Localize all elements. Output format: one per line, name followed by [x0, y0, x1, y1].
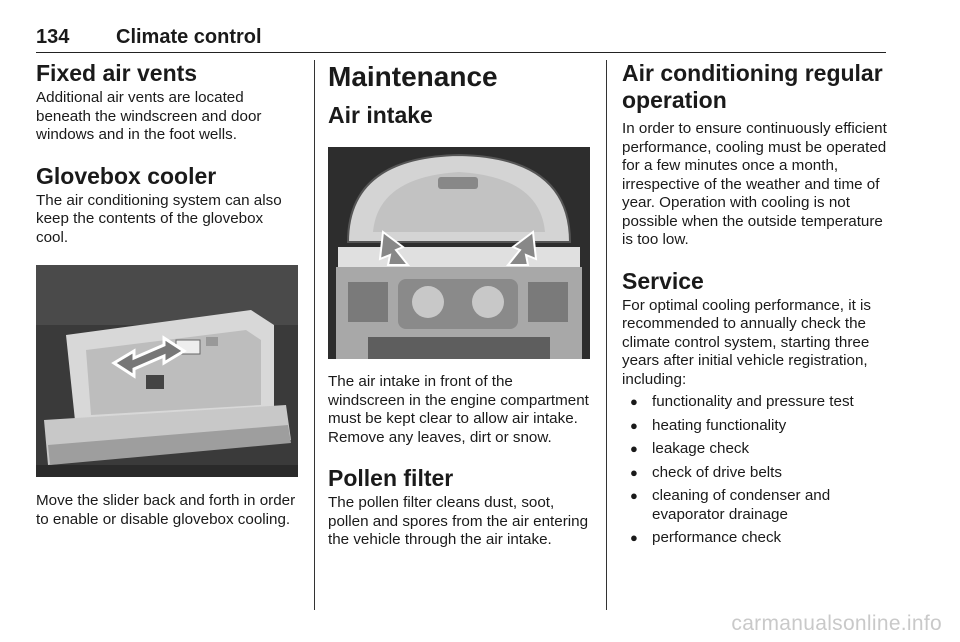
list-item: ● heating functionality [622, 417, 890, 436]
list-item: ● check of drive belts [622, 464, 890, 483]
section-heading-ac-regular-operation: Air conditioning regular operation [622, 60, 883, 113]
section-heading-glovebox-cooler: Glovebox cooler [36, 162, 217, 189]
watermark: carmanualsonline.info [731, 612, 942, 635]
list-item: ● functionality and pressure test [622, 393, 890, 412]
section-heading-air-intake: Air intake [328, 102, 433, 128]
section-heading-service: Service [622, 267, 704, 294]
service-checklist [622, 393, 890, 548]
column-left [36, 60, 298, 529]
engine-bay-air-intake-illustration [328, 147, 590, 359]
glovebox-slider-illustration [36, 265, 298, 477]
paragraph-service: For optimal cooling performance, it is recommended to annually check the climate control system, starting three years after initial vehicle registration, including: [622, 296, 872, 388]
paragraph-air-intake: The air intake in front of the windscreen in the engine compartment must be kept clear to allow air intake. Remove any leaves, dirt or snow. [328, 373, 589, 446]
column-right [622, 60, 890, 553]
list-item: ● performance check [622, 529, 890, 548]
chapter-title: Climate control [116, 26, 262, 48]
caption-glovebox-slider: Move the slider back and forth in order to enable or disable glovebox cooling. [36, 492, 296, 528]
column-middle [328, 60, 590, 550]
section-heading-fixed-air-vents: Fixed air vents [36, 60, 198, 86]
page-header [36, 22, 886, 53]
paragraph-pollen-filter: The pollen filter cleans dust, soot, pollen and spores from the air entering the vehicle through the air intake. [328, 494, 589, 548]
section-heading-pollen-filter: Pollen filter [328, 465, 454, 491]
list-item: ● cleaning of condenser and evaporator drainage [622, 487, 890, 524]
paragraph-glovebox-cooler: The air conditioning system can also keep the contents of the glovebox cool. [36, 191, 282, 246]
section-title-maintenance: Maintenance [328, 61, 498, 92]
page-number: 134 [36, 26, 70, 48]
column-divider [314, 60, 315, 610]
list-item: ● leakage check [622, 440, 890, 459]
column-divider [606, 60, 607, 610]
paragraph-fixed-air-vents: Additional air vents are located beneath the windscreen and door windows and in the foot wells. [36, 89, 262, 143]
paragraph-ac-regular-operation: In order to ensure continuously efficient performance, cooling must be operated for a few minutes once a month, irrespective of the weather and time of year. Operation with cooling is not possible when the outside temperature is too low. [622, 120, 887, 248]
